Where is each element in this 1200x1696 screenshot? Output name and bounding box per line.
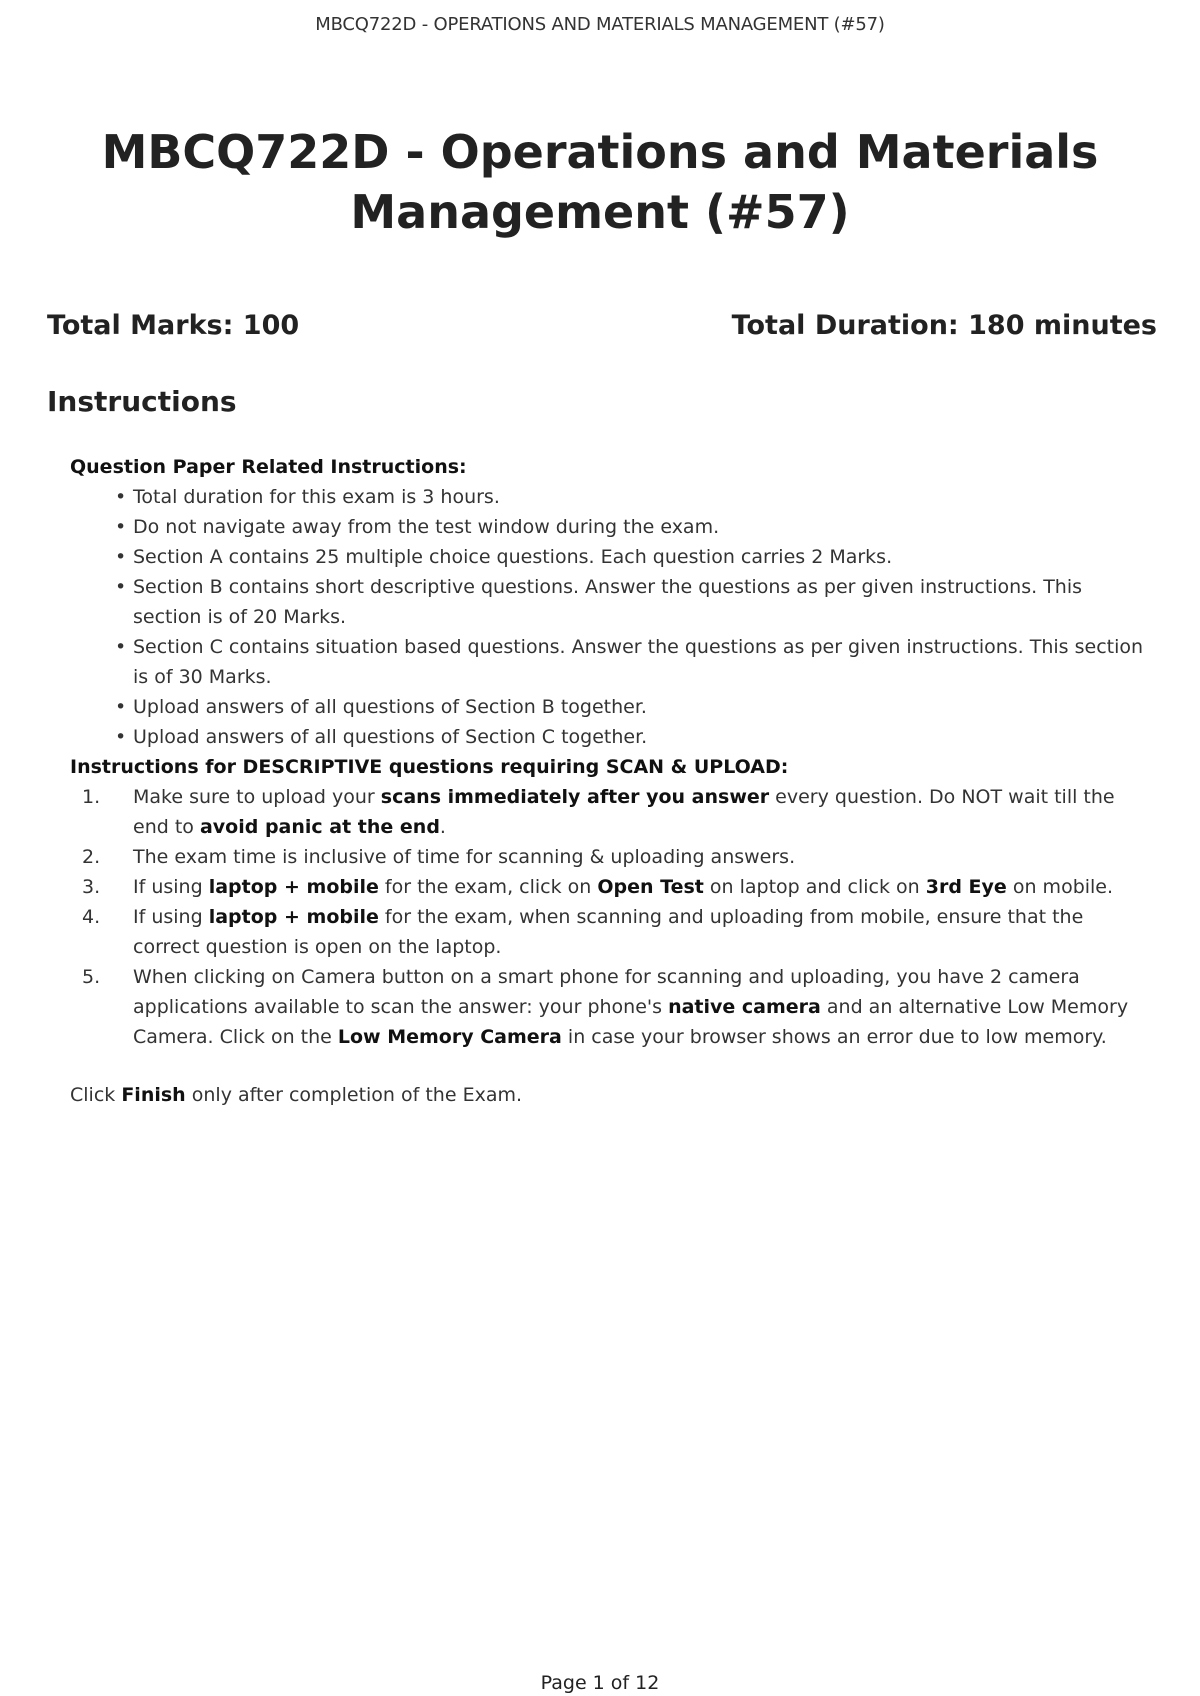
- paper-instructions-list: [70, 482, 1150, 752]
- item-number: 1.: [82, 786, 101, 808]
- list-item: 4. If using laptop + mobile for the exam, when scanning and uploading from mobile, ensure that the correct question is open on the laptop.: [70, 902, 1150, 962]
- bullet-icon: •: [115, 636, 127, 658]
- list-item: 5. When clicking on Camera button on a smart phone for scanning and uploading, you have 2 camera applications available to scan the answer: your phone's native camera and an alternative Low Memory Camera. Click on the Low Memory Camera in case your browser shows an error due to low memory.: [70, 962, 1150, 1052]
- descriptive-instructions-list: [70, 782, 1150, 1052]
- list-item: • Do not navigate away from the test window during the exam.: [115, 512, 1150, 542]
- list-item: • Section B contains short descriptive questions. Answer the questions as per given instructions. This section is of 20 Marks.: [115, 572, 1150, 632]
- page-title-line-1: MBCQ722D - Operations and Materials: [101, 125, 1099, 179]
- list-item: • Upload answers of all questions of Section B together.: [115, 692, 1150, 722]
- finish-note: Click Finish only after completion of the Exam.: [70, 1084, 523, 1106]
- finish-keyword: Finish: [121, 1084, 186, 1106]
- list-item: • Upload answers of all questions of Section C together.: [115, 722, 1150, 752]
- page-title-line-2: Management (#57): [350, 185, 850, 239]
- bullet-icon: •: [115, 726, 127, 748]
- list-item: • Total duration for this exam is 3 hours.: [115, 482, 1150, 512]
- total-marks: Total Marks: 100: [47, 310, 300, 341]
- bullet-icon: •: [115, 516, 127, 538]
- paper-instructions-heading: Question Paper Related Instructions:: [70, 456, 467, 478]
- page-title: [0, 122, 1200, 242]
- list-item: 1. Make sure to upload your scans immediately after you answer every question. Do NOT wait till the end to avoid panic at the end.: [70, 782, 1150, 842]
- bullet-icon: •: [115, 576, 127, 598]
- bullet-icon: •: [115, 486, 127, 508]
- list-item: • Section C contains situation based questions. Answer the questions as per given instructions. This section is of 30 Marks.: [115, 632, 1150, 692]
- total-duration: Total Duration: 180 minutes: [731, 310, 1157, 341]
- running-header: MBCQ722D - OPERATIONS AND MATERIALS MANAGEMENT (#57): [315, 14, 885, 35]
- bullet-icon: •: [115, 546, 127, 568]
- page-number: Page 1 of 12: [540, 1672, 660, 1694]
- descriptive-instructions-heading: Instructions for DESCRIPTIVE questions requiring SCAN & UPLOAD:: [70, 756, 789, 778]
- instructions-body: [70, 452, 1150, 1110]
- item-number: 2.: [82, 846, 101, 868]
- item-number: 3.: [82, 876, 101, 898]
- exam-meta: [47, 310, 1157, 341]
- item-number: 4.: [82, 906, 101, 928]
- item-number: 5.: [82, 966, 101, 988]
- instructions-heading: Instructions: [47, 385, 237, 418]
- list-item: 2. The exam time is inclusive of time for scanning & uploading answers.: [70, 842, 1150, 872]
- list-item: • Section A contains 25 multiple choice questions. Each question carries 2 Marks.: [115, 542, 1150, 572]
- list-item: 3. If using laptop + mobile for the exam, click on Open Test on laptop and click on 3rd Eye on mobile.: [70, 872, 1150, 902]
- bullet-icon: •: [115, 696, 127, 718]
